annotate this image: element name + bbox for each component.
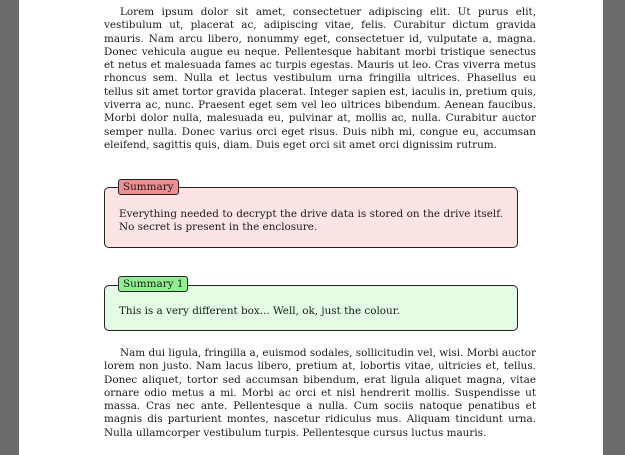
summary-1-box-body: This is a very different box... Well, ok, just the colour. (119, 305, 400, 317)
summary-1-box (104, 278, 518, 331)
summary-1-box-title: Summary 1 (118, 276, 188, 292)
paragraph-top: Lorem ipsum dolor sit amet, consectetuer adipiscing elit. Ut purus elit, vestibulum ut, placerat ac, adipiscing vitae, felis. Curabitur dictum gravida mauris. Nam arcu libero, nonummy eget, consectetuer id, vulputate a, magna. Donec vehicula augue eu neque. Pellentesque habitant morbi tristique senectus et netus et malesuada fames ac turpis egestas. Mauris ut leo. Cras viverra metus rhoncus sem. Nulla et lectus vestibulum urna fringilla ultrices. Phasellus eu tellus sit amet tortor gravida placerat. Integer sapien est, iaculis in, pretium quis, viverra ac, nunc. Praesent eget sem vel leo ultrices bibendum. Aenean faucibus. Morbi dolor nulla, malesuada eu, pulvinar at, mollis ac, nulla. Curabitur auctor semper nulla. Donec varius orci eget risus. Duis nibh mi, congue eu, accumsan eleifend, sagittis quis, diam. Duis eget orci sit amet orci dignissim rutrum. (104, 6, 536, 151)
paragraph-bottom: Nam dui ligula, fringilla a, euismod sodales, sollicitudin vel, wisi. Morbi auctor lorem non justo. Nam lacus libero, pretium at, lobortis vitae, ultricies et, tellus. Donec aliquet, tortor sed accumsan bibendum, erat ligula aliquet magna, vitae ornare odio metus a mi. Morbi ac orci et nisl hendrerit mollis. Suspendisse ut massa. Cras nec ante. Pellentesque a nulla. Cum sociis natoque penatibus et magnis dis parturient montes, nascetur ridiculus mus. Aliquam tincidunt urna. Nulla ullamcorper vestibulum turpis. Pellentesque cursus luctus mauris. (104, 347, 536, 439)
summary-box-title: Summary (118, 179, 179, 195)
summary-box-body: Everything needed to decrypt the drive data is stored on the drive itself. No secret is present in the enclosure. (119, 208, 503, 234)
summary-box (104, 181, 518, 248)
document-page (19, 0, 603, 455)
